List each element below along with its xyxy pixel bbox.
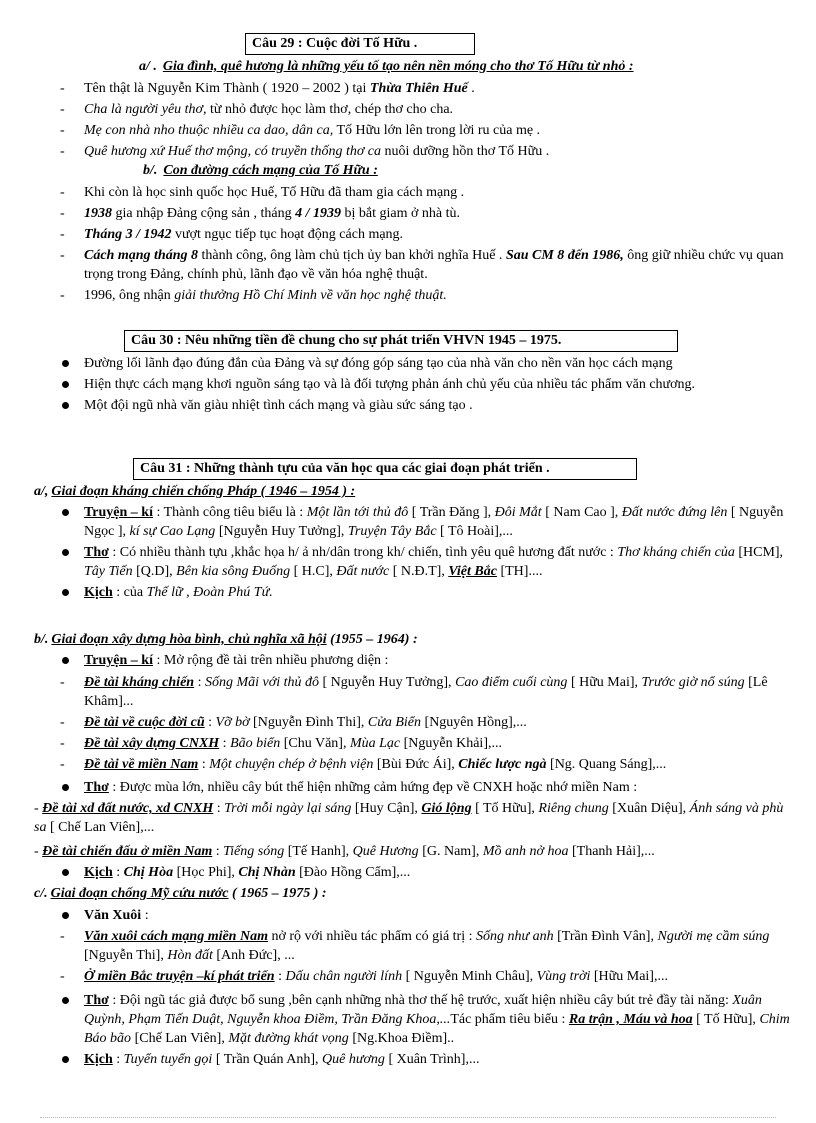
list-item: - Khi còn là học sinh quốc học Huế, Tố Hữu đã tham gia cách mạng .	[58, 183, 798, 202]
q29-a-heading: a/ . Gia đình, quê hương là những yếu tố tạo nên nền móng cho thơ Tố Hữu từ nhỏ :	[139, 59, 634, 74]
q31-c-vanxuoi	[58, 906, 790, 927]
q29-b-list	[58, 183, 798, 307]
list-item: Hiện thực cách mạng khơi nguồn sáng tạo và là đối tượng phản ánh chủ yếu của nhiều tác phẩm văn chương.	[58, 375, 776, 394]
list-item: Đường lối lãnh đạo đúng đắn của Đảng và sự đóng góp sáng tạo của nhà văn cho nền văn học cách mạng	[58, 354, 776, 373]
q30-list	[58, 354, 776, 417]
list-item: - 1938 gia nhập Đảng cộng sản , tháng 4 / 1939 bị bắt giam ở nhà tù.	[58, 204, 798, 223]
q31-c-tho-kich	[58, 991, 790, 1071]
q31-title-box	[133, 458, 637, 480]
q31-b-tho	[58, 778, 790, 799]
list-item: Văn Xuôi :	[58, 906, 790, 925]
list-item: - Cách mạng tháng 8 thành công, ông làm chủ tịch ủy ban khởi nghĩa Huế . Sau CM 8 đến 1986, ông giữ nhiều chức vụ quan trọng trong Đảng, chính phủ, lãnh đạo về văn hóa nghệ thuật.	[58, 246, 798, 284]
q29-title: Câu 29 : Cuộc đời Tố Hữu .	[252, 36, 418, 51]
q31-c-heading: c/. Giai đoạn chống Mỹ cứu nước ( 1965 – 1975 ) :	[34, 886, 327, 901]
list-item: Kịch : Chị Hòa [Học Phi], Chị Nhàn [Đào Hồng Cẩm],...	[58, 863, 790, 882]
list-item: - Tháng 3 / 1942 vượt ngục tiếp tục hoạt động cách mạng.	[58, 225, 798, 244]
list-item: Kịch : của Thế lữ , Đoàn Phú Tứ.	[58, 583, 790, 602]
list-item: - Quê hương xứ Huế thơ mộng, có truyền thống thơ ca nuôi dưỡng hồn thơ Tố Hữu .	[58, 142, 798, 161]
q31-b-truyen	[58, 651, 790, 672]
q31-c-vanxuoi-topics	[58, 927, 790, 988]
list-item: Thơ : Đội ngũ tác giả được bổ sung ,bên cạnh những nhà thơ thế hệ trước, xuất hiện nhiều cây bút trẻ đầy tài năng: Xuân Quỳnh, Phạm Tiến Duật, Nguyễn khoa Điềm, Trần Đăng Khoa,...Tác phẩm tiêu biểu : Ra trận , Máu và hoa [ Tố Hữu], Chim Báo bão [Chế Lan Viên], Mặt đường khát vọng [Ng.Khoa Điềm]..	[58, 991, 790, 1048]
q31-b-heading: b/. Giai đoạn xây dựng hòa bình, chủ nghĩa xã hội (1955 – 1964) :	[34, 632, 418, 647]
list-item: - Tên thật là Nguyễn Kim Thành ( 1920 – 2002 ) tại Thừa Thiên Huế .	[58, 79, 798, 98]
list-item: - Mẹ con nhà nho thuộc nhiều ca dao, dân ca, Tố Hữu lớn lên trong lời ru của mẹ .	[58, 121, 798, 140]
list-item: Kịch : Tuyển tuyển gọi [ Trần Quán Anh], Quê hương [ Xuân Trình],...	[58, 1050, 790, 1069]
list-item: - Cha là người yêu thơ, từ nhỏ được học làm thơ, chép thơ cho cha.	[58, 100, 798, 119]
q31-a-heading: a/, Giai đoạn kháng chiến chống Pháp ( 1946 – 1954 ) :	[34, 484, 356, 499]
list-item: Truyện – kí : Thành công tiêu biểu là : Một lần tới thủ đô [ Trần Đăng ], Đôi Mắt [ Nam Cao ], Đất nước đứng lên [ Nguyễn Ngọc ], kí sự Cao Lạng [Nguyễn Huy Tưởng], Truyện Tây Bắc [ Tô Hoài],...	[58, 503, 790, 541]
q31-title: Câu 31 : Những thành tựu của văn học qua các giai đoạn phát triển .	[140, 461, 550, 476]
list-item: - Đề tài kháng chiến : Sống Mãi với thủ đô [ Nguyễn Huy Tưởng], Cao điểm cuối cùng [ Hữu Mai], Trước giờ nổ súng [Lê Khâm]...	[58, 673, 790, 711]
list-item: Một đội ngũ nhà văn giàu nhiệt tình cách mạng và giàu sức sáng tạo .	[58, 396, 776, 415]
q31-b-truyen-topics	[58, 673, 790, 776]
q29-b-heading: b/. Con đường cách mạng của Tố Hữu :	[143, 163, 378, 178]
q30-title: Câu 30 : Nêu những tiền đề chung cho sự phát triển VHVN 1945 – 1975.	[131, 333, 562, 348]
list-item: - Ở miền Bắc truyện –kí phát triển : Dấu chân người lính [ Nguyễn Minh Châu], Vùng trời [Hữu Mai],...	[58, 967, 790, 986]
q31-b-kich	[58, 863, 790, 884]
q29-title-box	[245, 33, 475, 55]
list-item: Truyện – kí : Mở rộng đề tài trên nhiều phương diện :	[58, 651, 790, 670]
list-item: - Đề tài về miền Nam : Một chuyện chép ở bệnh viện [Bùi Đức Ái], Chiếc lược ngà [Ng. Quang Sáng],...	[58, 755, 790, 774]
q31-b-tho-topic-2: - Đề tài chiến đấu ở miền Nam : Tiếng sóng [Tế Hanh], Quê Hương [G. Nam], Mồ anh nở hoa [Thanh Hải],...	[34, 844, 655, 859]
q30-title-box	[124, 330, 678, 352]
footer-divider	[40, 1117, 776, 1118]
list-item: - Đề tài xây dựng CNXH : Bão biển [Chu Văn], Mùa Lạc [Nguyễn Khải],...	[58, 734, 790, 753]
list-item: - 1996, ông nhận giải thưởng Hồ Chí Minh về văn học nghệ thuật.	[58, 286, 798, 305]
list-item: Thơ : Có nhiều thành tựu ,khắc họa h/ ả nh/dân trong kh/ chiến, tình yêu quê hương đất nước : Thơ kháng chiến của [HCM], Tây Tiến [Q.D], Bên kia sông Đuống [ H.C], Đất nước [ N.Đ.T], Việt Bắc [TH]....	[58, 543, 790, 581]
q31-a-list	[58, 503, 790, 604]
list-item: - Văn xuôi cách mạng miền Nam nở rộ với nhiều tác phẩm có giá trị : Sống như anh [Trần Đình Vân], Người mẹ cầm súng [Nguyễn Thi], Hòn đất [Anh Đức], ...	[58, 927, 790, 965]
list-item: - Đề tài về cuộc đời cũ : Vỡ bờ [Nguyễn Đình Thi], Cửa Biển [Nguyên Hồng],...	[58, 713, 790, 732]
q31-b-tho-topic-1: - Đề tài xd đất nước, xd CNXH : Trời mỗi ngày lại sáng [Huy Cận], Gió lộng [ Tố Hữu], Riêng chung [Xuân Diệu], Ánh sáng và phù sa [ Chế Lan Viên],...	[34, 801, 784, 835]
list-item: Thơ : Được mùa lớn, nhiều cây bút thể hiện những cảm hứng đẹp về CNXH hoặc nhớ miền Nam :	[58, 778, 790, 797]
q29-a-list	[58, 79, 798, 163]
